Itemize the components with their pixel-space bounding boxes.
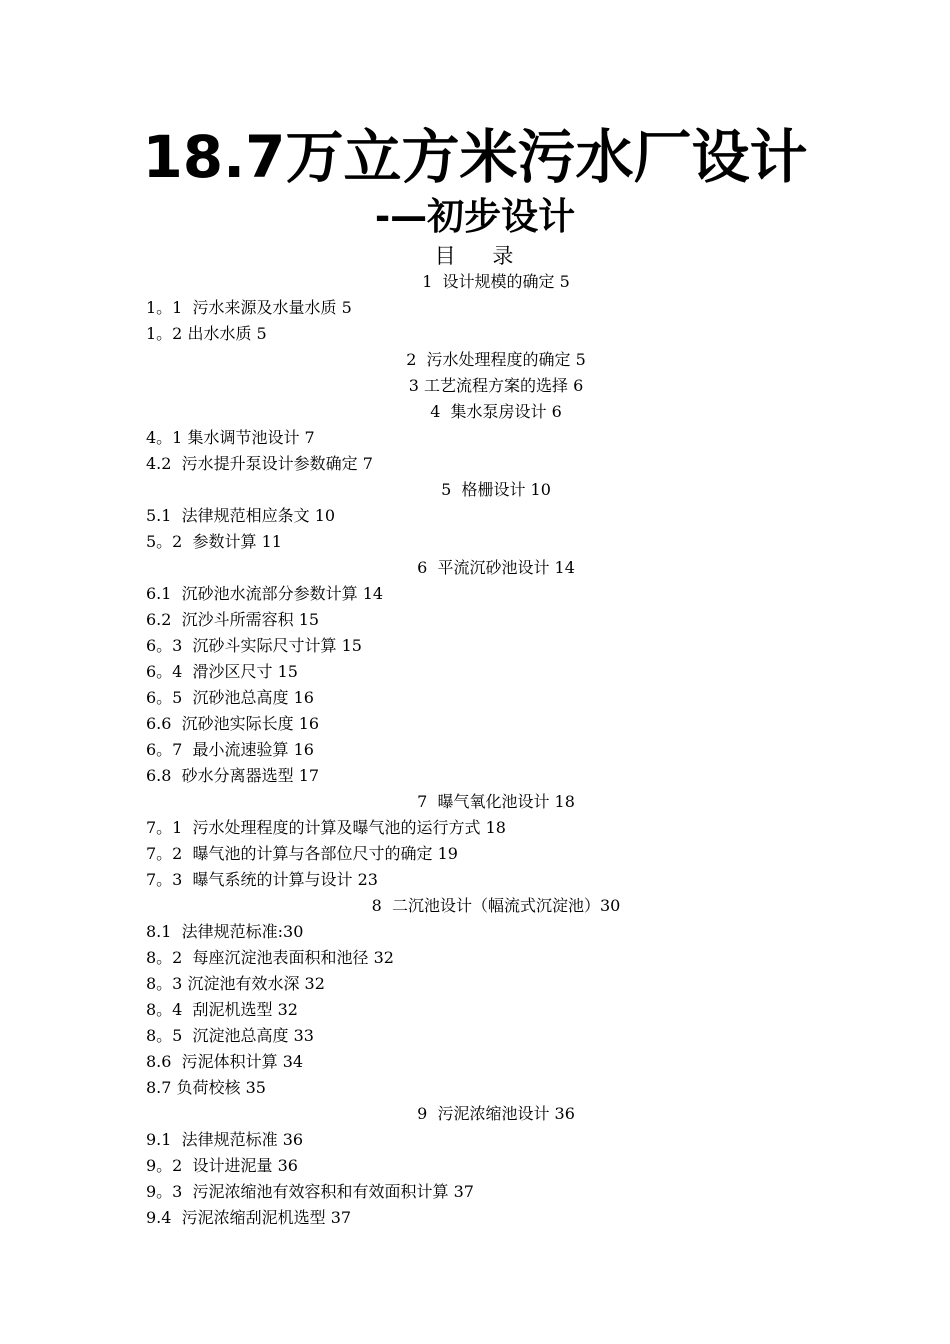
toc-section-entry[interactable]: 5。2 参数计算 11 (146, 532, 282, 551)
toc-chapter-entry[interactable]: 5 格栅设计 10 (441, 480, 551, 499)
toc-section-entry[interactable]: 5.1 法律规范相应条文 10 (146, 506, 336, 525)
toc-chapter-entry[interactable]: 6 平流沉砂池设计 14 (417, 558, 575, 577)
toc-section-entry[interactable]: 6.1 沉砂池水流部分参数计算 14 (146, 584, 384, 603)
toc-section-entry[interactable]: 8.6 污泥体积计算 34 (146, 1052, 304, 1071)
document-title: 18.7万立方米污水厂设计 (142, 123, 808, 191)
toc-section-entry[interactable]: 6。4 滑沙区尺寸 15 (146, 662, 298, 681)
toc-section-entry[interactable]: 6.6 沉砂池实际长度 16 (146, 714, 320, 733)
toc-section-entry[interactable]: 6。5 沉砂池总高度 16 (146, 688, 314, 707)
toc-section-entry[interactable]: 7。2 曝气池的计算与各部位尺寸的确定 19 (146, 844, 458, 863)
toc-section-entry[interactable]: 7。3 曝气系统的计算与设计 23 (146, 870, 378, 889)
toc-section-entry[interactable]: 6.2 沉沙斗所需容积 15 (146, 610, 320, 629)
toc-section-entry[interactable]: 6.8 砂水分离器选型 17 (146, 766, 320, 785)
toc-section-entry[interactable]: 9.1 法律规范标准 36 (146, 1130, 304, 1149)
toc-chapter-entry[interactable]: 7 曝气氧化池设计 18 (417, 792, 575, 811)
toc-section-entry[interactable]: 8。4 刮泥机选型 32 (146, 1000, 298, 1019)
toc-section-entry[interactable]: 1。2 出水水质 5 (146, 324, 267, 343)
toc-heading: 目 录 (434, 244, 516, 268)
toc-section-entry[interactable]: 6。3 沉砂斗实际尺寸计算 15 (146, 636, 362, 655)
toc-section-entry[interactable]: 9.4 污泥浓缩刮泥机选型 37 (146, 1208, 352, 1227)
toc-chapter-entry[interactable]: 1 设计规模的确定 5 (422, 272, 570, 291)
toc-section-entry[interactable]: 8。2 每座沉淀池表面积和池径 32 (146, 948, 394, 967)
toc-section-entry[interactable]: 8.7 负荷校核 35 (146, 1078, 266, 1097)
toc-section-entry[interactable]: 8。5 沉淀池总高度 33 (146, 1026, 314, 1045)
toc-section-entry[interactable]: 8。3 沉淀池有效水深 32 (146, 974, 325, 993)
toc-section-entry[interactable]: 6。7 最小流速验算 16 (146, 740, 314, 759)
toc-section-entry[interactable]: 8.1 法律规范标准:30 (146, 922, 304, 941)
document-subtitle: -—初步设计 (374, 195, 576, 238)
toc-section-entry[interactable]: 4.2 污水提升泵设计参数确定 7 (146, 454, 373, 473)
toc-section-entry[interactable]: 9。3 污泥浓缩池有效容积和有效面积计算 37 (146, 1182, 474, 1201)
toc-chapter-entry[interactable]: 9 污泥浓缩池设计 36 (417, 1104, 575, 1123)
toc-section-entry[interactable]: 7。1 污水处理程度的计算及曝气池的运行方式 18 (146, 818, 506, 837)
toc-chapter-entry[interactable]: 3 工艺流程方案的选择 6 (408, 376, 584, 395)
toc-section-entry[interactable]: 1。1 污水来源及水量水质 5 (146, 298, 352, 317)
toc-chapter-entry[interactable]: 2 污水处理程度的确定 5 (406, 350, 586, 369)
toc-chapter-entry[interactable]: 4 集水泵房设计 6 (430, 402, 562, 421)
toc-chapter-entry[interactable]: 8 二沉池设计（幅流式沉淀池）30 (371, 896, 621, 915)
toc-section-entry[interactable]: 4。1 集水调节池设计 7 (146, 428, 315, 447)
toc-section-entry[interactable]: 9。2 设计进泥量 36 (146, 1156, 298, 1175)
table-of-contents (146, 269, 846, 1231)
